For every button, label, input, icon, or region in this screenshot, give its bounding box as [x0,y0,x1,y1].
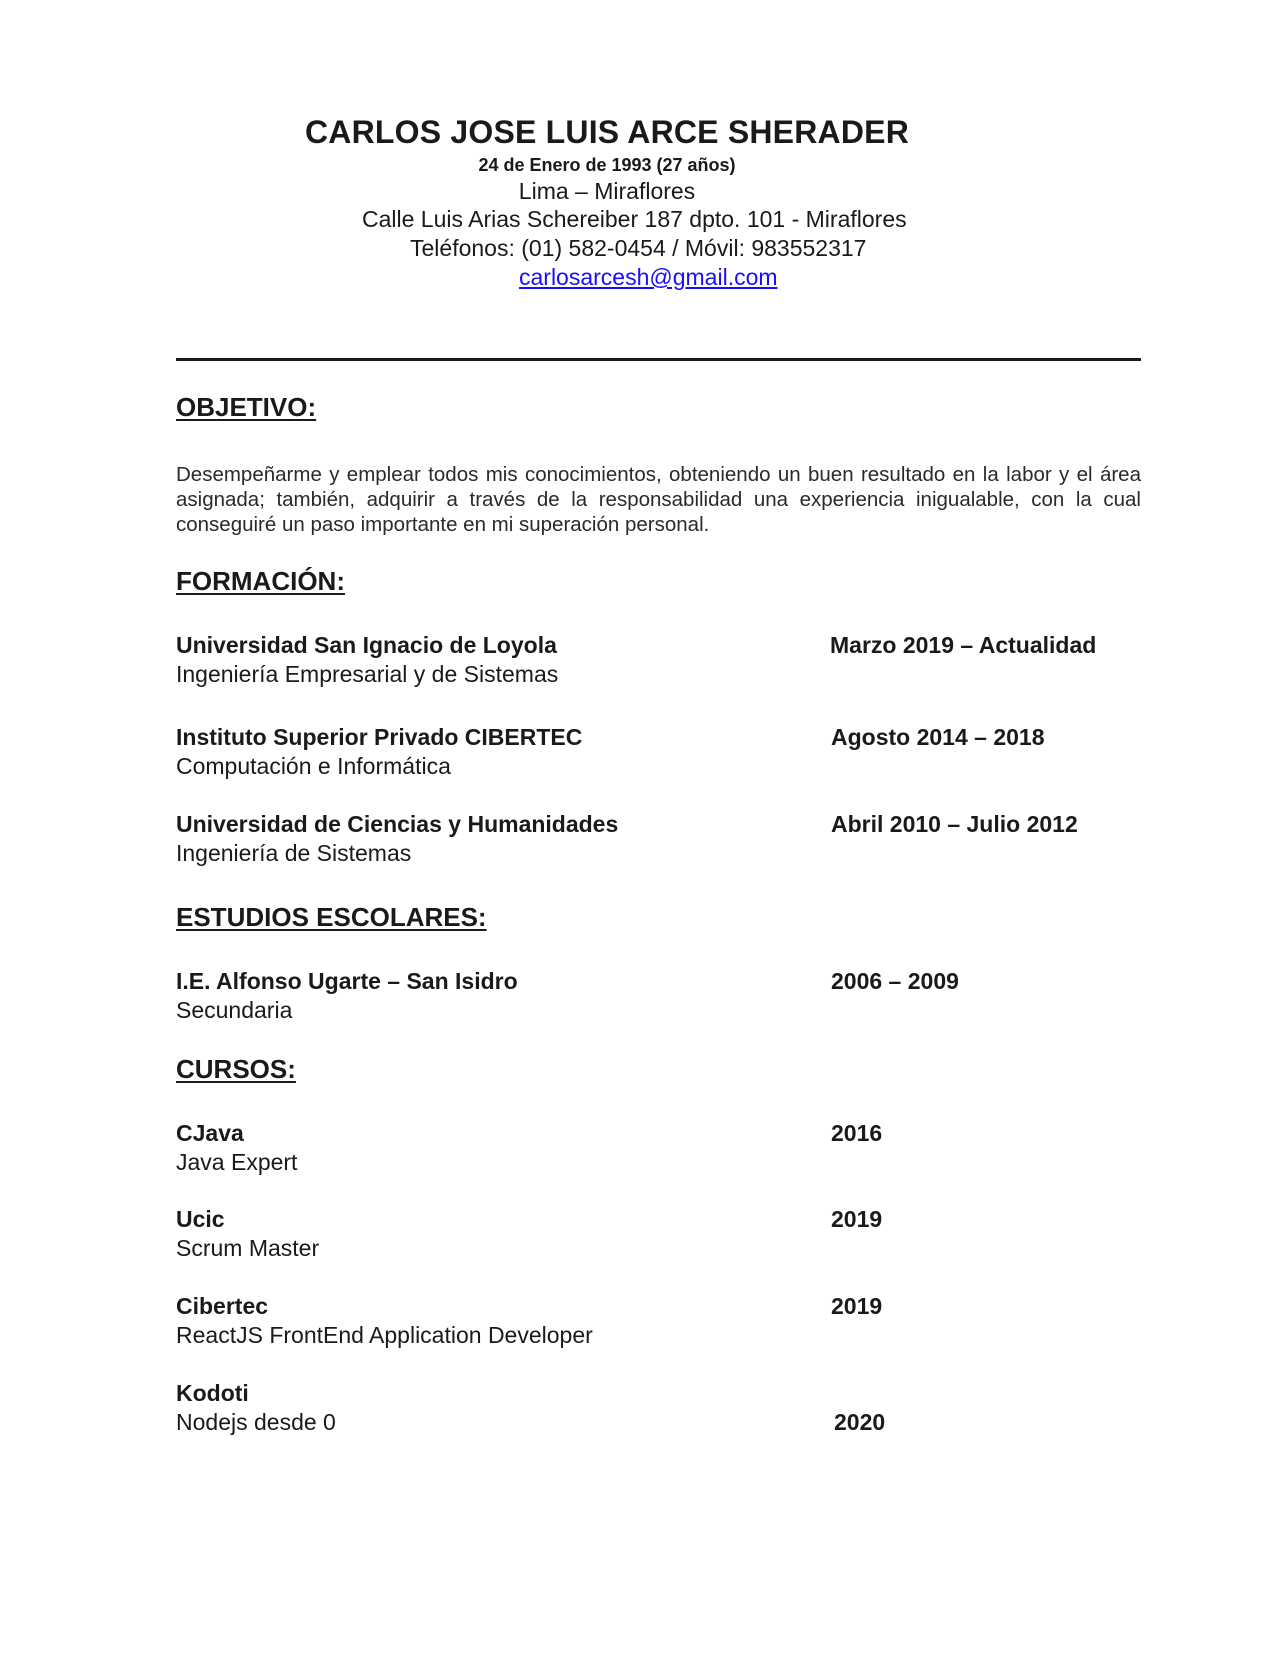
course-provider: Cibertec [176,1293,269,1319]
city: Lima – Miraflores [518,178,696,204]
school-level: Secundaria [176,997,293,1023]
education-program: Ingeniería Empresarial y de Sistemas [176,661,559,687]
education-institution: Universidad de Ciencias y Humanidades [176,811,619,837]
education-period: Marzo 2019 – Actualidad [830,632,1097,658]
education-program: Computación e Informática [176,753,451,779]
course-provider: Kodoti [176,1380,249,1406]
education-period: Agosto 2014 – 2018 [831,724,1045,750]
education-institution: Universidad San Ignacio de Loyola [176,632,557,658]
course-name: Java Expert [176,1149,298,1175]
course-name: Scrum Master [176,1235,320,1261]
school-period: 2006 – 2009 [831,968,959,994]
course-year: 2020 [834,1409,886,1435]
address: Calle Luis Arias Schereiber 187 dpto. 101 - Miraflores [362,206,907,232]
email-link[interactable]: carlosarcesh@gmail.com [519,264,778,290]
phone-numbers: Teléfonos: (01) 582-0454 / Móvil: 983552317 [410,235,867,261]
objective-heading: OBJETIVO: [176,392,317,422]
education-program: Ingeniería de Sistemas [176,840,412,866]
course-year: 2016 [831,1120,883,1146]
course-year: 2019 [831,1206,883,1232]
course-name: Nodejs desde 0 [176,1409,336,1435]
education-heading: FORMACIÓN: [176,566,345,596]
candidate-name: CARLOS JOSE LUIS ARCE SHERADER [305,114,909,150]
education-institution: Instituto Superior Privado CIBERTEC [176,724,583,750]
school-heading: ESTUDIOS ESCOLARES: [176,902,487,932]
courses-heading: CURSOS: [176,1054,296,1084]
objective-text: Desempeñarme y emplear todos mis conocimientos, obteniendo un buen resultado en la labor y el área asignada; también, adquirir a través de la responsabilidad una experiencia inigualable, con la cual conseguiré un paso importante en mi superación personal. [176,463,1141,536]
header-divider [176,358,1141,361]
school-institution: I.E. Alfonso Ugarte – San Isidro [176,968,518,994]
education-period: Abril 2010 – Julio 2012 [831,811,1078,837]
birth-date: 24 de Enero de 1993 (27 años) [478,155,736,175]
course-year: 2019 [831,1293,883,1319]
course-provider: CJava [176,1120,244,1146]
course-provider: Ucic [176,1206,225,1232]
course-name: ReactJS FrontEnd Application Developer [176,1322,593,1348]
